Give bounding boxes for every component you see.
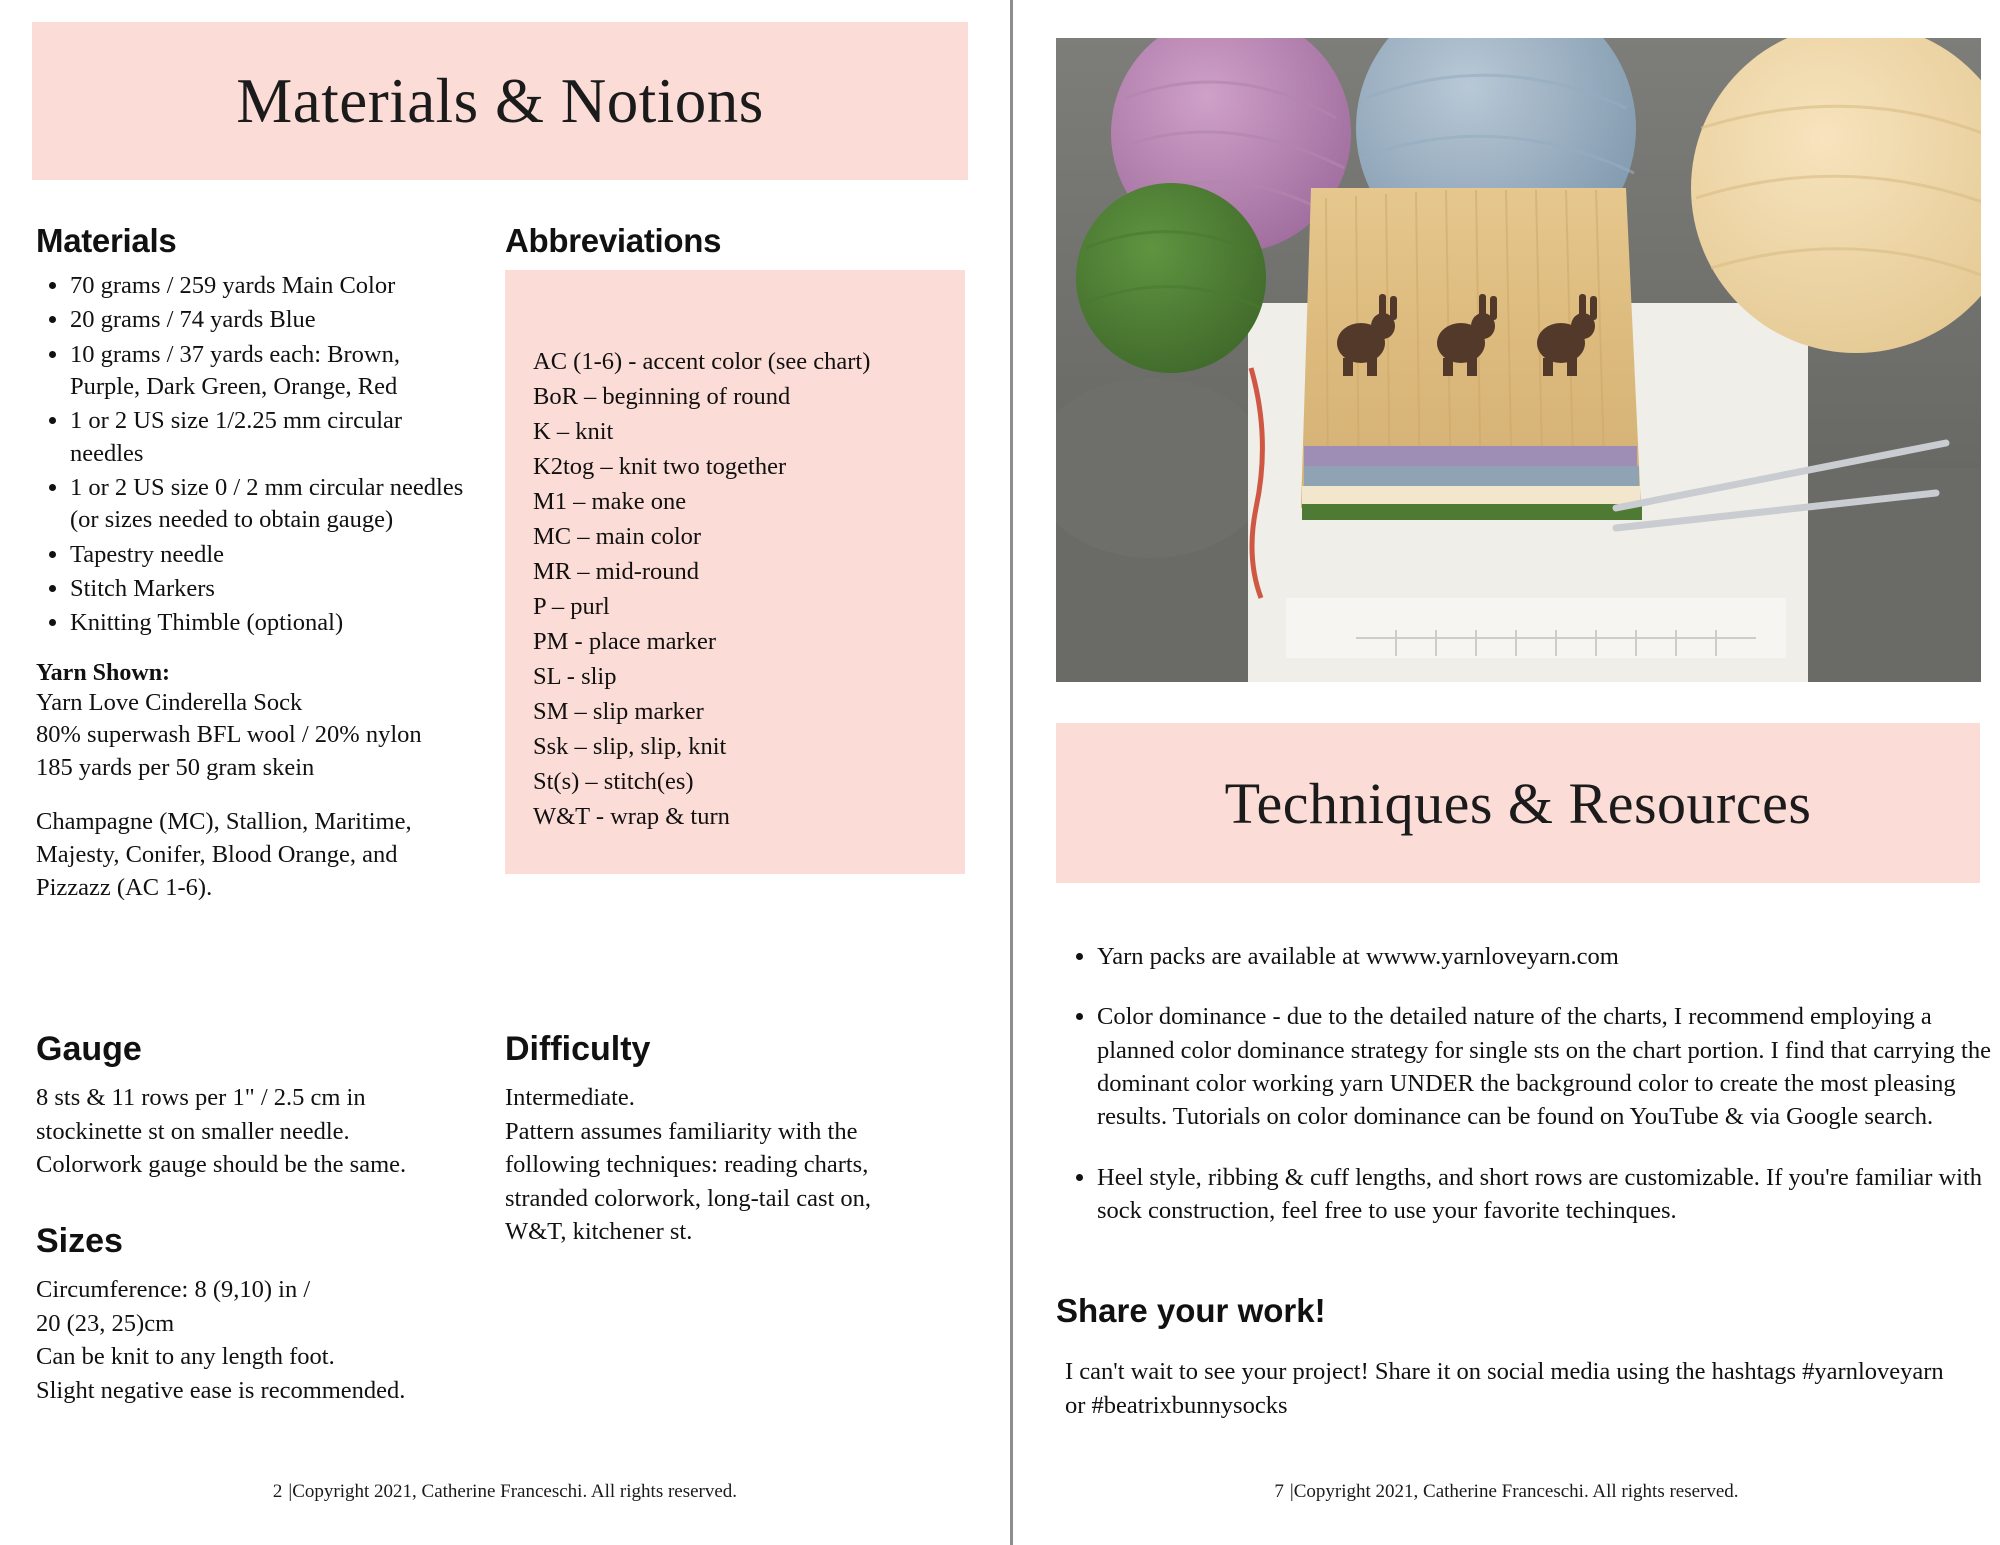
- right-page: [1013, 0, 2000, 1545]
- abbreviation-item: W&T - wrap & turn: [533, 803, 730, 831]
- materials-list: [36, 270, 476, 640]
- list-item: • 1 or 2 US size 1/2.25 mm circular needles: [70, 405, 476, 470]
- colorway-line: Champagne (MC), Stallion, Maritime,: [36, 808, 412, 836]
- list-item: • Tapestry needle: [70, 539, 476, 571]
- page-title: Materials & Notions: [236, 65, 764, 136]
- sock-photo: [1056, 38, 1981, 682]
- abbreviation-item: PM - place marker: [533, 628, 716, 656]
- difficulty-line: stranded colorwork, long-tail cast on,: [505, 1184, 872, 1212]
- sizes-heading: Sizes: [36, 1222, 123, 1260]
- yarn-line: 80% superwash BFL wool / 20% nylon: [36, 721, 422, 749]
- difficulty-section: [505, 1030, 955, 1249]
- abbreviation-item: AC (1-6) - accent color (see chart): [533, 348, 871, 375]
- section-title: Techniques & Resources: [1224, 770, 1812, 836]
- list-item: • Color dominance - due to the detailed nature of the charts, I recommend employing a planned color dominance strategy for single sts on the chart portion. I find that carrying the dominant color working yarn UNDER the background color to create the most pleasing results. Tutorials on color dominance can be found on YouTube & via Google search.: [1097, 1000, 2000, 1133]
- abbreviation-item: MC – main color: [533, 523, 702, 551]
- abbreviation-item: SM – slip marker: [533, 698, 704, 726]
- difficulty-heading: Difficulty: [505, 1030, 651, 1068]
- sizes-section: [36, 1222, 476, 1407]
- list-item: • Heel style, ribbing & cuff lengths, and short rows are customizable. If you're familiar with sock construction, feel free to use your favorite techinques.: [1097, 1161, 2000, 1228]
- abbreviation-item: Ssk – slip, slip, knit: [533, 733, 727, 761]
- difficulty-line: following techniques: reading charts,: [505, 1151, 869, 1179]
- sizes-line: Can be knit to any length foot.: [36, 1343, 335, 1371]
- colorway-line: Pizzazz (AC 1-6).: [36, 873, 213, 901]
- abbreviations-heading: Abbreviations: [505, 222, 722, 259]
- materials-notions-banner: [32, 22, 968, 180]
- list-item: • Stitch Markers: [70, 573, 476, 605]
- gauge-heading: Gauge: [36, 1030, 142, 1068]
- difficulty-line: W&T, kitchener st.: [505, 1218, 693, 1246]
- abbreviations-column: [505, 222, 965, 874]
- abbreviation-item: MR – mid-round: [533, 558, 700, 586]
- share-your-work-body: I can't wait to see your project! Share it on social media using the hashtags #yarnloveyarn or #beatrixbunnysocks: [1065, 1358, 1944, 1419]
- footer-copyright: Copyright 2021, Catherine Franceschi. All rights reserved.: [1293, 1481, 1739, 1502]
- footer-separator: |: [1289, 1481, 1294, 1502]
- colorway-line: Majesty, Conifer, Blood Orange, and: [36, 840, 398, 868]
- footer-copyright: Copyright 2021, Catherine Franceschi. All rights reserved.: [292, 1481, 738, 1502]
- difficulty-line: Intermediate.: [505, 1084, 635, 1111]
- gauge-line: stockinette st on smaller needle.: [36, 1117, 350, 1145]
- techniques-list: [1057, 940, 2000, 1254]
- abbreviations-block: [505, 270, 965, 874]
- gauge-line: 8 sts & 11 rows per 1" / 2.5 cm in: [36, 1084, 366, 1111]
- right-page-footer: [1013, 1481, 2000, 1503]
- materials-heading: Materials: [36, 222, 177, 259]
- list-item: • 20 grams / 74 yards Blue: [70, 304, 476, 336]
- list-item: • 70 grams / 259 yards Main Color: [70, 270, 476, 302]
- materials-column: [36, 222, 476, 904]
- gauge-section: [36, 1030, 466, 1182]
- page-number: 7: [1274, 1481, 1284, 1502]
- gauge-line: Colorwork gauge should be the same.: [36, 1151, 407, 1179]
- abbreviation-item: St(s) – stitch(es): [533, 768, 694, 796]
- list-item: • Yarn packs are available at wwww.yarnloveyarn.com: [1097, 940, 2000, 973]
- abbreviation-item: K2tog – knit two together: [533, 453, 787, 481]
- abbreviation-item: BoR – beginning of round: [533, 383, 791, 411]
- sizes-line: Slight negative ease is recommended.: [36, 1376, 406, 1404]
- list-item: • 1 or 2 US size 0 / 2 mm circular needles (or sizes needed to obtain gauge): [70, 472, 476, 537]
- list-item: • Knitting Thimble (optional): [70, 607, 476, 639]
- share-your-work-heading: Share your work!: [1056, 1292, 1326, 1329]
- yarn-line: Yarn Love Cinderella Sock: [36, 688, 303, 716]
- footer-separator: |: [288, 1481, 293, 1502]
- abbreviation-item: P – purl: [533, 593, 610, 621]
- list-item: • 10 grams / 37 yards each: Brown, Purple, Dark Green, Orange, Red: [70, 339, 476, 404]
- page-number: 2: [272, 1481, 283, 1502]
- techniques-resources-banner: [1056, 723, 1980, 883]
- abbreviation-item: SL - slip: [533, 663, 617, 691]
- abbreviation-item: K – knit: [533, 418, 614, 446]
- yarn-shown-label: Yarn Shown:: [36, 659, 171, 686]
- spacer: [36, 784, 476, 806]
- yarn-line: 185 yards per 50 gram skein: [36, 753, 315, 781]
- abbreviation-item: M1 – make one: [533, 488, 687, 516]
- sizes-line: 20 (23, 25)cm: [36, 1309, 175, 1337]
- difficulty-line: Pattern assumes familiarity with the: [505, 1117, 858, 1145]
- sizes-line: Circumference: 8 (9,10) in /: [36, 1276, 311, 1303]
- left-page-footer: [0, 1481, 1010, 1503]
